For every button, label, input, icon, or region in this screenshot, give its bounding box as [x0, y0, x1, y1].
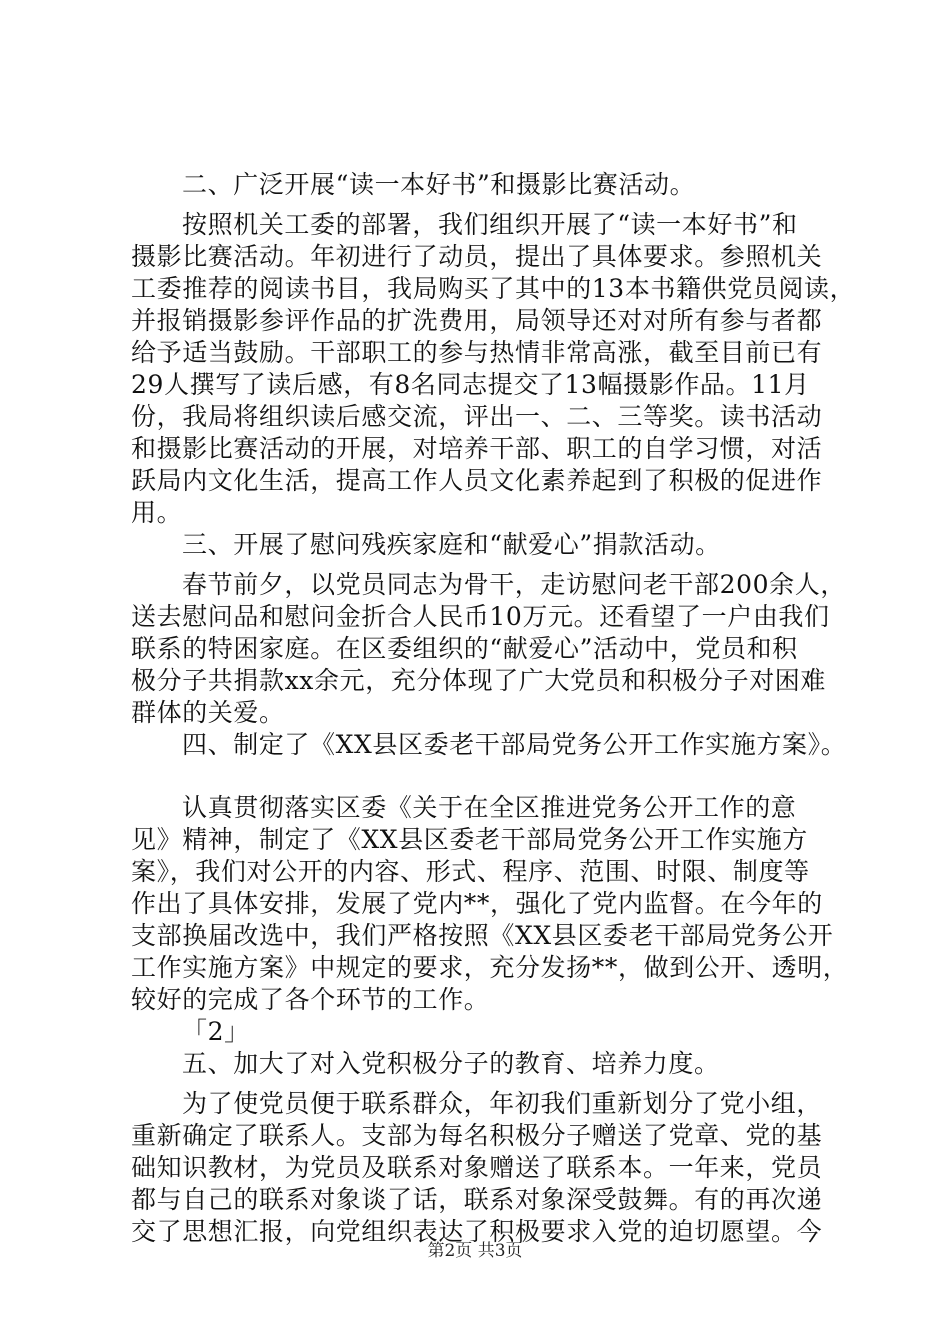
paragraph-line: 为了使党员便于联系群众，年初我们重新划分了党小组，: [182, 1089, 823, 1118]
paragraph-line: 支部换届改选中，我们严格按照《XX县区委老干部局党务公开: [131, 921, 834, 950]
section-heading-5: 五、加大了对入党积极分子的教育、培养力度。: [182, 1049, 720, 1078]
paragraph-line: 群体的关爱。: [131, 698, 285, 727]
paragraph-line: 春节前夕，以党员同志为骨干，走访慰问老干部200余人，: [182, 570, 846, 599]
paragraph-line: 案》，我们对公开的内容、形式、程序、范围、时限、制度等: [131, 857, 810, 886]
section-heading-3: 三、开展了慰问残疾家庭和“献爱心”捐款活动。: [182, 530, 721, 559]
paragraph-line: 交了思想汇报，向党组织表达了积极要求入党的迫切愿望。今: [131, 1217, 823, 1246]
paragraph-line: 按照机关工委的部署，我们组织开展了“读一本好书”和: [182, 210, 798, 239]
inline-page-marker: 「2」: [182, 1017, 250, 1046]
paragraph-line: 见》精神，制定了《XX县区委老干部局党务公开工作实施方: [131, 825, 808, 854]
paragraph-line: 份，我局将组织读后感交流，评出一、二、三等奖。读书活动: [131, 402, 823, 431]
paragraph-line: 摄影比赛活动。年初进行了动员，提出了具体要求。参照机关: [131, 242, 823, 271]
paragraph-line: 较好的完成了各个环节的工作。: [131, 985, 490, 1014]
paragraph-line: 都与自己的联系对象谈了话，联系对象深受鼓舞。有的再次递: [131, 1185, 823, 1214]
paragraph-line: 跃局内文化生活，提高工作人员文化素养起到了积极的促进作: [131, 466, 823, 495]
section-heading-2: 二、广泛开展“读一本好书”和摄影比赛活动。: [182, 170, 696, 199]
paragraph-line: 联系的特困家庭。在区委组织的“献爱心”活动中，党员和积: [131, 634, 798, 663]
paragraph-line: 础知识教材，为党员及联系对象赠送了联系本。一年来，党员: [131, 1153, 823, 1182]
paragraph-line: 工作实施方案》中规定的要求，充分发扬**，做到公开、透明，: [131, 953, 849, 982]
paragraph-line: 和摄影比赛活动的开展，对培养干部、职工的自学习惯，对活: [131, 434, 823, 463]
paragraph-line: 作出了具体安排，发展了党内**，强化了党内监督。在今年的: [131, 889, 823, 918]
paragraph-line: 用。: [131, 498, 183, 527]
paragraph-line: 重新确定了联系人。支部为每名积极分子赠送了党章、党的基: [131, 1121, 823, 1150]
section-heading-4: 四、制定了《XX县区委老干部局党务公开工作实施方案》。: [182, 730, 847, 759]
paragraph-line: 29人撰写了读后感，有8名同志提交了13幅摄影作品。11月: [131, 370, 810, 399]
paragraph-line: 并报销摄影参评作品的扩洗费用，局领导还对对所有参与者都: [131, 306, 823, 335]
paragraph-line: 认真贯彻落实区委《关于在全区推进党务公开工作的意: [182, 793, 797, 822]
page-footer-indicator: 第2页 共3页: [427, 1241, 523, 1261]
paragraph-line: 极分子共捐款xx余元，充分体现了广大党员和积极分子对困难: [131, 666, 827, 695]
paragraph-line: 工委推荐的阅读书目，我局购买了其中的13本书籍供党员阅读，: [131, 274, 856, 303]
paragraph-line: 送去慰问品和慰问金折合人民币10万元。还看望了一户由我们: [131, 602, 830, 631]
paragraph-line: 给予适当鼓励。干部职工的参与热情非常高涨，截至目前已有: [131, 338, 823, 367]
